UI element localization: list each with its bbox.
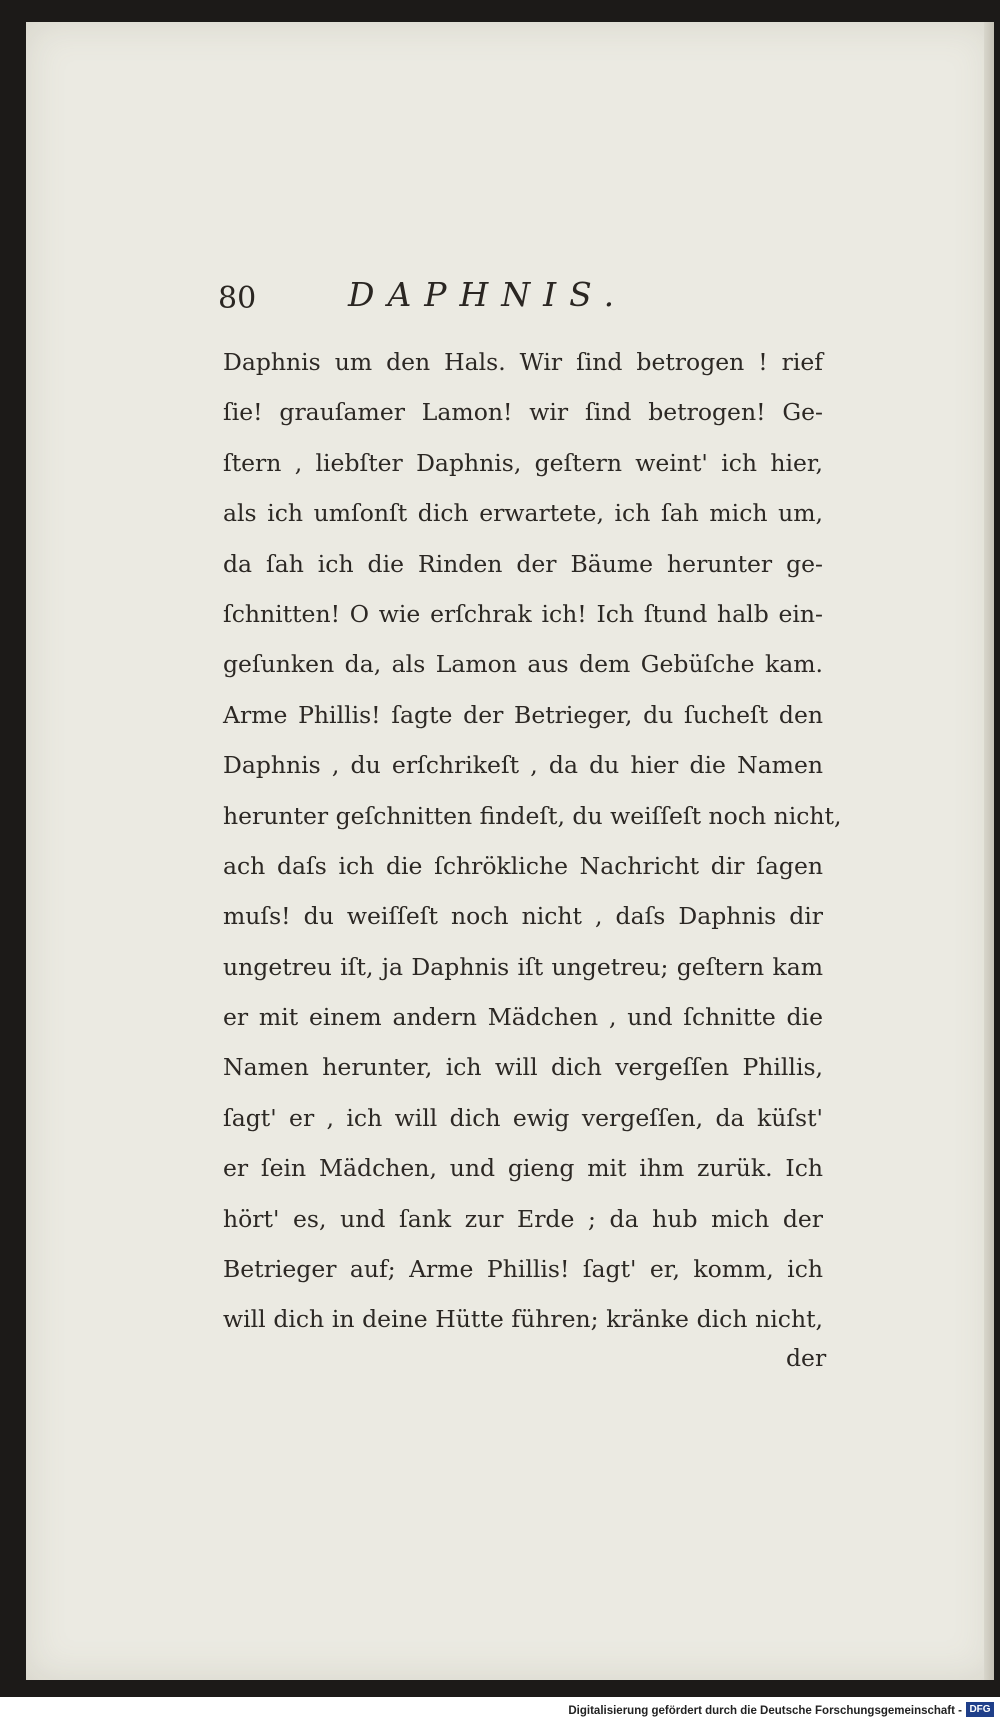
dfg-logo: DFG [966,1702,994,1717]
text-line: will dich in deine Hütte führen; kränke dich nicht, [223,1305,823,1334]
page-number: 80 [218,281,257,316]
text-line: ſtern , liebſter Daphnis, geſtern weint' ich hier, [223,448,823,477]
footer-bar [0,1697,1000,1721]
text-line: Namen herunter, ich will dich vergeſſen Phillis, [223,1053,823,1082]
text-line: ach daſs ich die ſchrökliche Nachricht dir ſagen [223,851,823,880]
text-line: er ſein Mädchen, und gieng mit ihm zurük. Ich [223,1154,823,1183]
text-line: geſunken da, als Lamon aus dem Gebüſche kam. [223,650,823,679]
text-line: ſagt' er , ich will dich ewig vergeſſen, da küſst' [223,1103,823,1132]
text-line: er mit einem andern Mädchen , und ſchnitte die [223,1003,823,1032]
text-line: ſchnitten! O wie erſchrak ich! Ich ſtund halb ein- [223,599,823,628]
text-line: Betrieger auf; Arme Phillis! ſagt' er, komm, ich [223,1255,823,1284]
page-header [218,275,718,325]
page-edge [984,22,994,1680]
catchword: der [786,1344,827,1372]
text-line: da ſah ich die Rinden der Bäume herunter ge- [223,549,823,578]
text-line: muſs! du weiſſeſt noch nicht , daſs Daphnis dir [223,902,823,931]
text-line: ſie! grauſamer Lamon! wir ſind betrogen! Ge- [223,398,823,427]
text-line: hört' es, und ſank zur Erde ; da hub mich der [223,1204,823,1233]
text-line: Daphnis um den Hals. Wir ſind betrogen ! rief [223,348,823,376]
running-title: DAPHNIS. [348,275,628,314]
text-line: als ich umſonſt dich erwartete, ich ſah mich um, [223,499,823,528]
body-text [223,337,842,1345]
text-line: ungetreu iſt, ja Daphnis iſt ungetreu; geſtern kam [223,952,823,981]
text-line: Daphnis , du erſchrikeſt , da du hier die Namen [223,751,823,780]
text-line: Arme Phillis! ſagte der Betrieger, du ſucheſt den [223,700,823,729]
text-line: herunter geſchnitten findeſt, du weiſſeſt noch nicht, [223,801,842,830]
funding-credit: Digitalisierung gefördert durch die Deutsche Forschungsgemeinschaft - [568,1705,962,1717]
